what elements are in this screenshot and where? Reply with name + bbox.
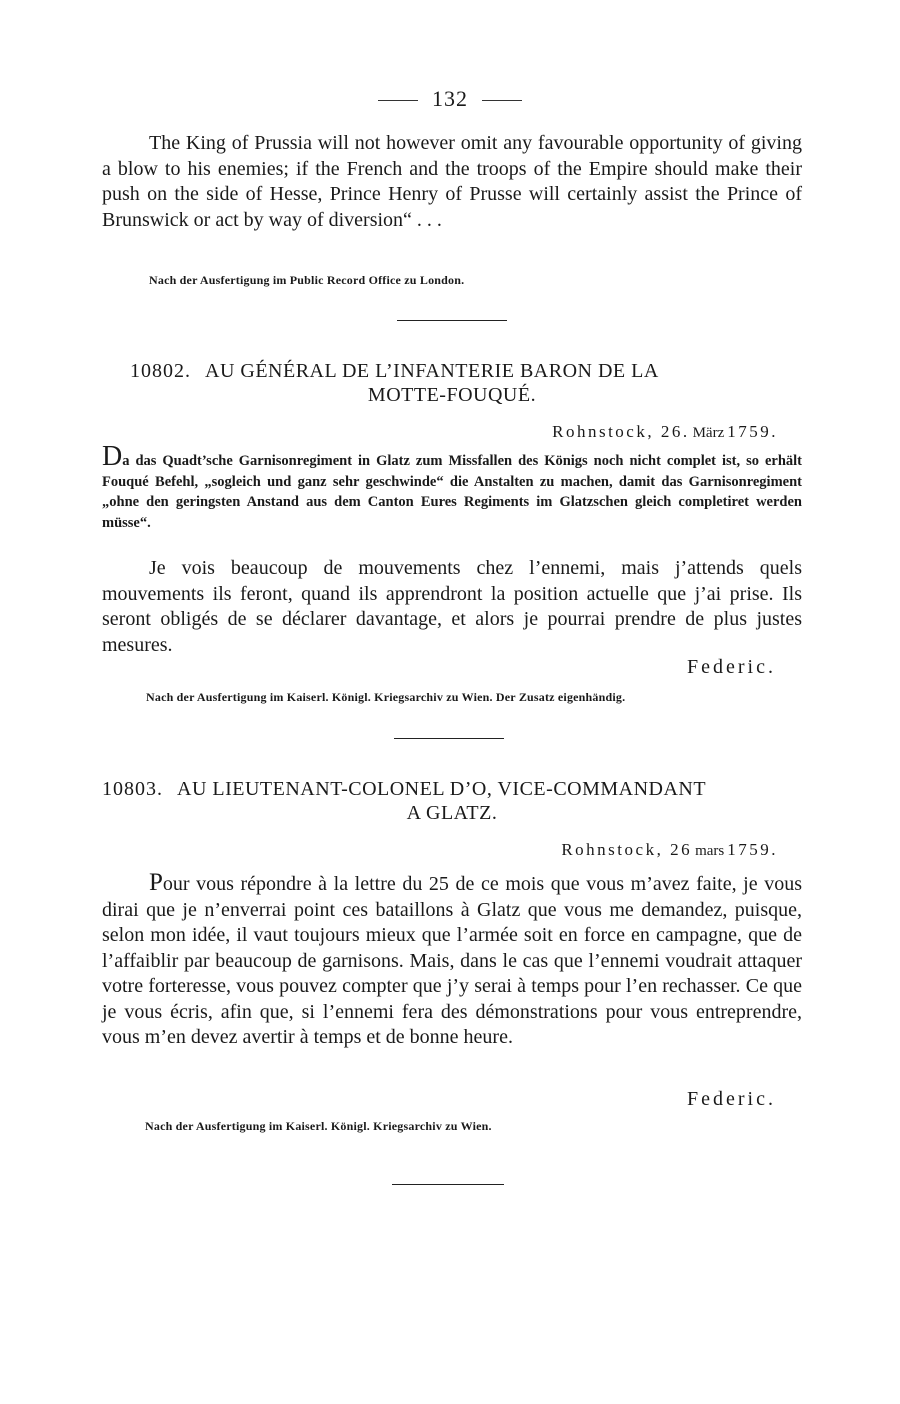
section-divider [394,738,504,739]
dateline-10802 [552,422,778,442]
document-number: 10803. [102,778,163,800]
source-note-london: Nach der Ausfertigung im Public Record Office zu London. [149,273,465,287]
header-dash-left [378,100,418,101]
letter-initial: P [149,869,163,896]
dateline-place: Rohnstock, [561,840,664,859]
summary-initial: D [102,441,123,472]
dateline-month: März [692,425,725,441]
dateline-year: 1759. [727,422,778,441]
signature-10803: Federic. [687,1088,776,1110]
title-line-1: AU GÉNÉRAL DE L’INFANTERIE BARON DE LA [205,360,659,382]
section-divider [392,1184,504,1185]
header-dash-right [482,100,522,101]
document-title-10802 [102,359,802,407]
letter-text-10802: Je vois beaucoup de mouvements chez l’ennemi, mais j’attends quels mouvements ils feront, quand ils apprendront la position actuelle que j’ai prise. Ils seront obligés de se déclarer davantage, et alors je pourrai prendre de plus justes mesures. [102,557,802,656]
document-title-10803 [102,777,802,825]
source-note-10802: Nach der Ausfertigung im Kaiserl. Königl. Kriegsarchiv zu Wien. Der Zusatz eigenhändig. [146,690,626,704]
summary-10802 [102,441,802,533]
letter-text-10803 [102,870,802,1051]
document-number: 10802. [130,360,191,382]
page-header [0,86,900,112]
dateline-day: 26. [660,422,690,441]
page-number: 132 [432,86,468,111]
summary-text: a das Quadt’sche Garnisonregiment in Glatz zum Missfallen des Königs noch nicht complet ist, so erhält Fouqué Befehl, „sogleich und ganz sehr geschwinde“ die Anstalten zu machen, damit das Garnisonregiment „ohne den geringsten Anstand aus dem Canton Eures Regiments im Glatzschen gleich completiret werden müsse“. [102,453,802,531]
title-line-2: A GLATZ. [406,802,498,824]
signature-10802: Federic. [687,656,776,678]
section-divider [397,320,507,321]
dateline-year: 1759. [727,840,778,859]
source-note-10803: Nach der Ausfertigung im Kaiserl. Königl. Kriegsarchiv zu Wien. [145,1119,492,1133]
dateline-day: 26 [670,840,693,859]
title-line-2: MOTTE-FOUQUÉ. [367,384,537,406]
dateline-place: Rohnstock, [552,422,655,441]
title-line-1: AU LIEUTENANT-COLONEL D’O, VICE-COMMANDANT [177,778,707,800]
letter-body: our vous répondre à la lettre du 25 de ce mois que vous m’avez faite, je vous dirai que je n’enverrai point ces bataillons à Glatz que vous me demandez, puisque, selon mon idée, il vaut toujours mieux que l’armée soit en force en campagne, que de l’affaiblir par beaucoup de garnisons. Mais, dans le cas que l’ennemi voudrait attaquer votre forteresse, vous pouvez compter que j’y serai à temps pour l’en rechasser. Ce que je vous écris, afin que, si l’ennemi fera des démonstrations pour vous entreprendre, vous m’en devez avertir à temps et de bonne heure. [102,873,802,1048]
dateline-10803 [561,840,778,860]
dateline-month: mars [695,843,725,859]
continued-letter-text: The King of Prussia will not however omit any favourable opportunity of giving a blow to his enemies; if the French and the troops of the Empire should make their push on the side of Hesse, Prince Henry of Prusse will certainly assist the Prince of Brunswick or act by way of diversion“ . . . [102,132,802,231]
